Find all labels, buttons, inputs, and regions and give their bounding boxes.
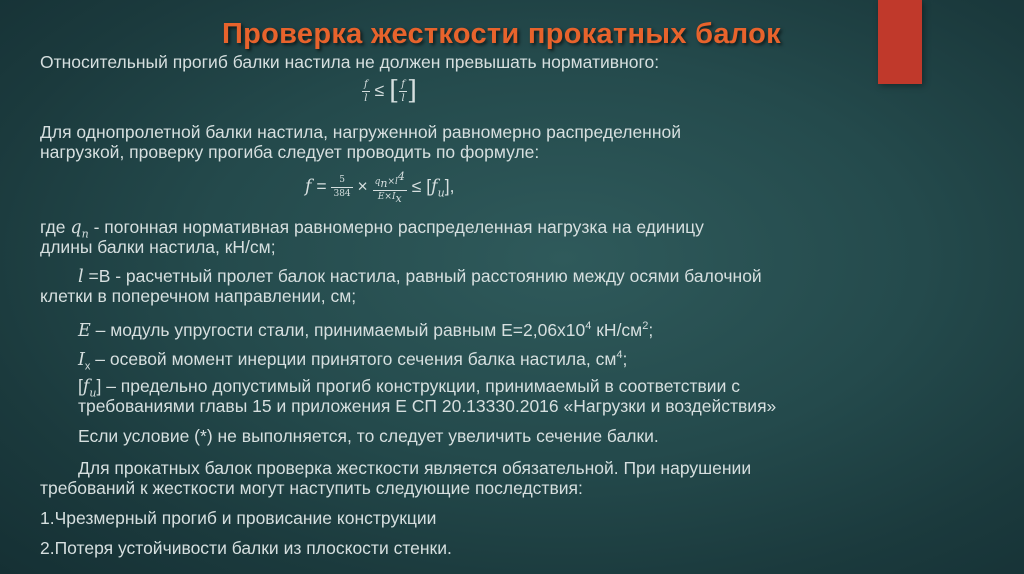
fraction-5-384: $\frac{5}{384}$ [333, 174, 351, 199]
fraction-limit: $\frac{f}{l}$ [401, 79, 405, 104]
where-line1: где $q_n$ - погонная нормативная равномерно распределенная нагрузка на единицу [40, 217, 704, 241]
rolled-line2: требований к жесткости могут наступить следующие последствия: [40, 478, 583, 498]
e-definition: E – модуль упругости стали, принимаемый равным $Е=2,06х10^4$ $кН/см^2$; [78, 319, 654, 341]
fu-definition-line1: $[f_u]$ – предельно допустимый прогиб конструкции, принимаемый в соответствии с [78, 376, 740, 400]
leq-sign: ≤ [374, 80, 385, 101]
intro-text: Относительный прогиб балки настила не должен превышать нормативного: [40, 52, 660, 72]
fraction-f-over-l: $\frac{f}{l}$ [364, 79, 368, 104]
rolled-line1: Для прокатных балок проверка жесткости является обязательной. При нарушении [78, 458, 752, 478]
consequence-item-2: 2.Потеря устойчивости балки из плоскости стенки. [40, 538, 452, 558]
bracket-right: ] [406, 76, 418, 106]
slide-title: Проверка жесткости прокатных балок [222, 18, 781, 50]
where-line2: длины балки настила, кН/см; [40, 237, 276, 257]
ix-definition: $I_x$ – осевой момент инерции принятого сечения балка настила, $см^4$; [78, 348, 628, 373]
condition-text: Если условие (*) не выполняется, то следует увеличить сечение балки. [78, 426, 659, 446]
l-definition-line2: клетки в поперечном направлении, см; [40, 286, 357, 306]
fu-definition-line2: требованиями главы 15 и приложения Е СП 20.13330.2016 «Нагрузки и воздействия» [78, 396, 777, 416]
para2-line1: Для однопролетной балки настила, нагруженной равномерно распределенной [40, 122, 682, 142]
l-definition-line1: l =В - расчетный пролет балок настила, равный расстоянию между осями балочной [78, 266, 762, 287]
para2-line2: нагрузкой, проверку прогиба следует проводить по формуле: [40, 142, 540, 162]
accent-bar [878, 0, 922, 84]
formula-relative-deflection [362, 78, 417, 105]
consequence-item-1: 1.Чрезмерный прогиб и провисание конструкции [40, 508, 437, 528]
fraction-load: $\frac{q_n\times l^4}{E\times I_x}$ [374, 170, 405, 205]
formula-deflection: f = $\frac{5}{384}$ × $\frac{q_n\times l^4}{E\times I_x}$ ≤ $[f_u]$, [305, 170, 455, 205]
bracket-left: [ [389, 76, 400, 106]
